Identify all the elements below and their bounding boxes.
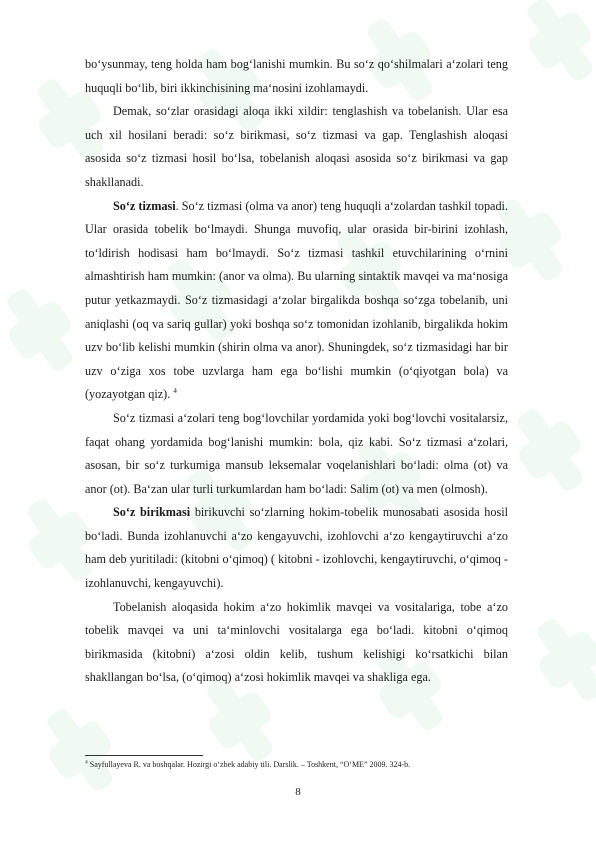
paragraph-text: . So‘z tizmasi (olma va anor) teng huquqli a‘zolardan tashkil topadi. Ular orasida tobelik bo‘lmaydi. Shunga muvofiq, ular orasida bir-birini izohlash, to‘ldirish hodisasi ham bo‘lmaydi. So‘z tizmasi tashkil etuvchilarining o‘rnini almashtirish ham mumkin: (anor va olma). Bu ularning sintaktik mavqei va ma‘nosiga putur yetkazmaydi. So‘z tizmasidagi a‘zolar birgalikda boshqa so‘zga tobelanib, uni aniqlashi (oq va sariq gullar) yoki boshqa so‘z tomonidan izohlanib, birgalikda hokim uzv bo‘lib kelishi mumkin (shirin olma va anor). Shuningdek, so‘z tizmasidagi har bir uzv o‘ziga xos tobe uzvlarga ham ega bo‘lishi mumkin (o‘qiyotgan bola) va (yozayotgan qiz). [85,198,508,402]
watermark-mark [0,276,90,384]
footnote [85,759,515,770]
paragraph-text: So‘z tizmasi a‘zolari teng bog‘lovchilar yordamida yoki bog‘lovchi vositalarsiz, faqat ohang yordamida bog‘lanishi mumkin: bola, qiz kabi. So‘z tizmasi a‘zolari, asosan, bir so‘z turkumiga mansub leksemalar voqelanishlari bo‘ladi: olma (ot) va anor (ot). Ba‘zan ular turli turkumlardan ham bo‘ladi: Salim (ot) va men (olmosh). [85,410,508,496]
page-number: 8 [295,786,301,798]
footnote-text: Sayfullayeva R. va boshqalar. Hozirgi o‘zbek adabiy tili. Darslik. – Toshkent, “O‘ME” 2009. 324-b. [87,760,411,769]
bold-term: So‘z tizmasi [113,198,176,213]
paragraph [85,195,508,407]
footnote-separator [85,755,203,756]
paragraph [85,501,508,595]
paragraph-text: birikuvchi so‘zlarning hokim-tobelik munosabati asosida hosil bo‘ladi. Bunda izohlanuvchi a‘zo kengayuvchi, izohlovchi a‘zo kengaytiruvchi a‘zo ham deb yuritiladi: (kitobni o‘qimoq) ( kitobni - izohlovchi, kengaytiruvchi, o‘qimoq - izohlanuvchi, kengayuvchi). [85,505,508,591]
paragraph [85,53,508,100]
watermark-mark [520,606,596,714]
paragraph [85,407,508,501]
footnote-reference: 4 [173,387,177,396]
paragraph-text: Demak, so‘zlar orasidagi aloqa ikki xildir: tenglashish va tobelanish. Ular esa uch xil hosilani beradi: so‘z birikmasi, so‘z tizmasi va gap. Tenglashish aloqasi asosida so‘z tizmasi hosil bo‘lsa, tobelanish aloqasi asosida so‘z birikmasi va gap shakllanadi. [85,104,508,189]
paragraph [85,100,508,194]
paragraph-text: Tobelanish aloqasida hokim a‘zo hokimlik mavqei va vositalariga, tobe a‘zo tobelik mavqei va uni ta‘minlovchi vositalarga ega bo‘ladi. kitobni o‘qimoq birikmasida (kitobni) a‘zosi oldin kelib, tushum kelishigi ko‘rsatkichi bilan shakllangan bo‘lsa, (o‘qimoq) a‘zosi hokimlik mavqei va shakliga ega. [85,599,508,685]
document-body [85,53,508,690]
paragraph [85,596,508,690]
watermark-mark [510,0,596,94]
bold-term: So‘z birikmasi [113,505,191,520]
paragraph-text: bo‘ysunmay, teng holda ham bog‘lanishi mumkin. Bu so‘z qo‘shilmalari a‘zolari teng huquqli bo‘lib, biri ikkinchisining ma‘nosini izohlamaydi. [85,57,508,95]
footnote-marker: 4 [85,759,88,766]
watermark-mark [500,396,596,504]
